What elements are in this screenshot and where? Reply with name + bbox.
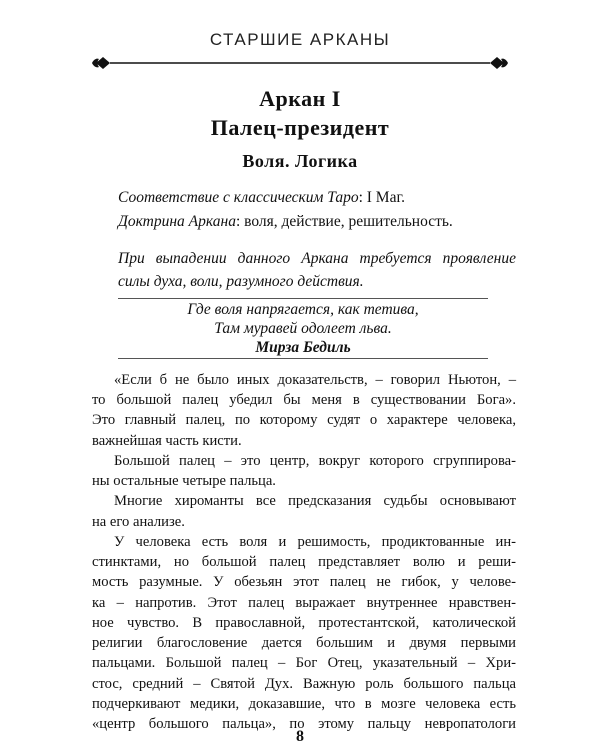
- body-line: У человека есть воля и решимость, продиктованные ин-: [114, 533, 516, 550]
- epigraph-line-1: Где воля напрягается, как тетива,: [187, 301, 419, 318]
- body-line: Большой палец – это центр, вокруг которого сгруппирова-: [114, 452, 516, 469]
- body-line: то большой палец убедил бы меня в существовании Бога».: [92, 392, 516, 409]
- body-line: Это главный палец, по которому судят о характере человека,: [92, 412, 516, 429]
- right-fleuron-icon: [490, 57, 508, 69]
- body-line: мость разумные. У обезьян этот палец не гибок, у челове-: [92, 574, 516, 591]
- doctrine-label: Доктрина Аркана: [118, 213, 236, 230]
- body-line: пальцами. Большой палец – Бог Отец, указательный – Хри-: [92, 655, 516, 672]
- left-fleuron-icon: [92, 57, 110, 69]
- page-number: 8: [296, 728, 304, 745]
- body-line: важнейшая часть кисти.: [92, 432, 242, 449]
- body-line: Многие хироманты все предсказания судьбы основывают: [114, 493, 516, 510]
- running-head: СТАРШИЕ АРКАНЫ: [209, 30, 391, 49]
- body-line: стинктами, но большой палец представляет волю и реши-: [92, 554, 516, 571]
- epigraph-bottom-rule: [118, 358, 488, 359]
- note-line-1: При выпадении данного Аркана требуется проявление: [118, 250, 516, 267]
- body-line: на его анализе.: [92, 513, 185, 530]
- body-line: ны остальные четыре пальца.: [92, 473, 276, 490]
- arcana-subtitle: Воля. Логика: [242, 151, 358, 171]
- epigraph-top-rule: [118, 298, 488, 299]
- correspondence-line: [118, 189, 405, 207]
- body-line: ное чувство. В православной, протестантской, католической: [92, 614, 516, 631]
- body-line: религии благословение дается большим и двумя первыми: [92, 635, 516, 652]
- arcana-title: Аркан I: [259, 86, 341, 111]
- body-line: стос, средний – Святой Дух. Важную роль большого пальца: [92, 675, 516, 692]
- epigraph-author: Мирза Бедиль: [255, 339, 351, 356]
- body-line: «Если б не было иных доказательств, – говорил Ньютон, –: [114, 372, 516, 388]
- body-line: «центр большого пальца», по этому пальцу невропатологи: [92, 716, 516, 732]
- doctrine-line: [118, 213, 453, 231]
- arcana-name: Палец-президент: [210, 115, 390, 140]
- epigraph-line-2: Там муравей одолеет льва.: [214, 320, 392, 337]
- correspondence-value: : I Маг.: [358, 189, 405, 206]
- note-line-2: силы духа, воли, разумного действия.: [118, 273, 364, 290]
- body-line: подчеркивают медики, доказавшие, что в мозге человека есть: [92, 695, 516, 712]
- body-line: ка – напротив. Этот палец выражает внутреннее нравствен-: [92, 594, 516, 611]
- doctrine-value: : воля, действие, решительность.: [235, 213, 453, 230]
- correspondence-label: Соответствие с классическим Таро: [118, 189, 359, 206]
- header-ornament: [92, 53, 508, 73]
